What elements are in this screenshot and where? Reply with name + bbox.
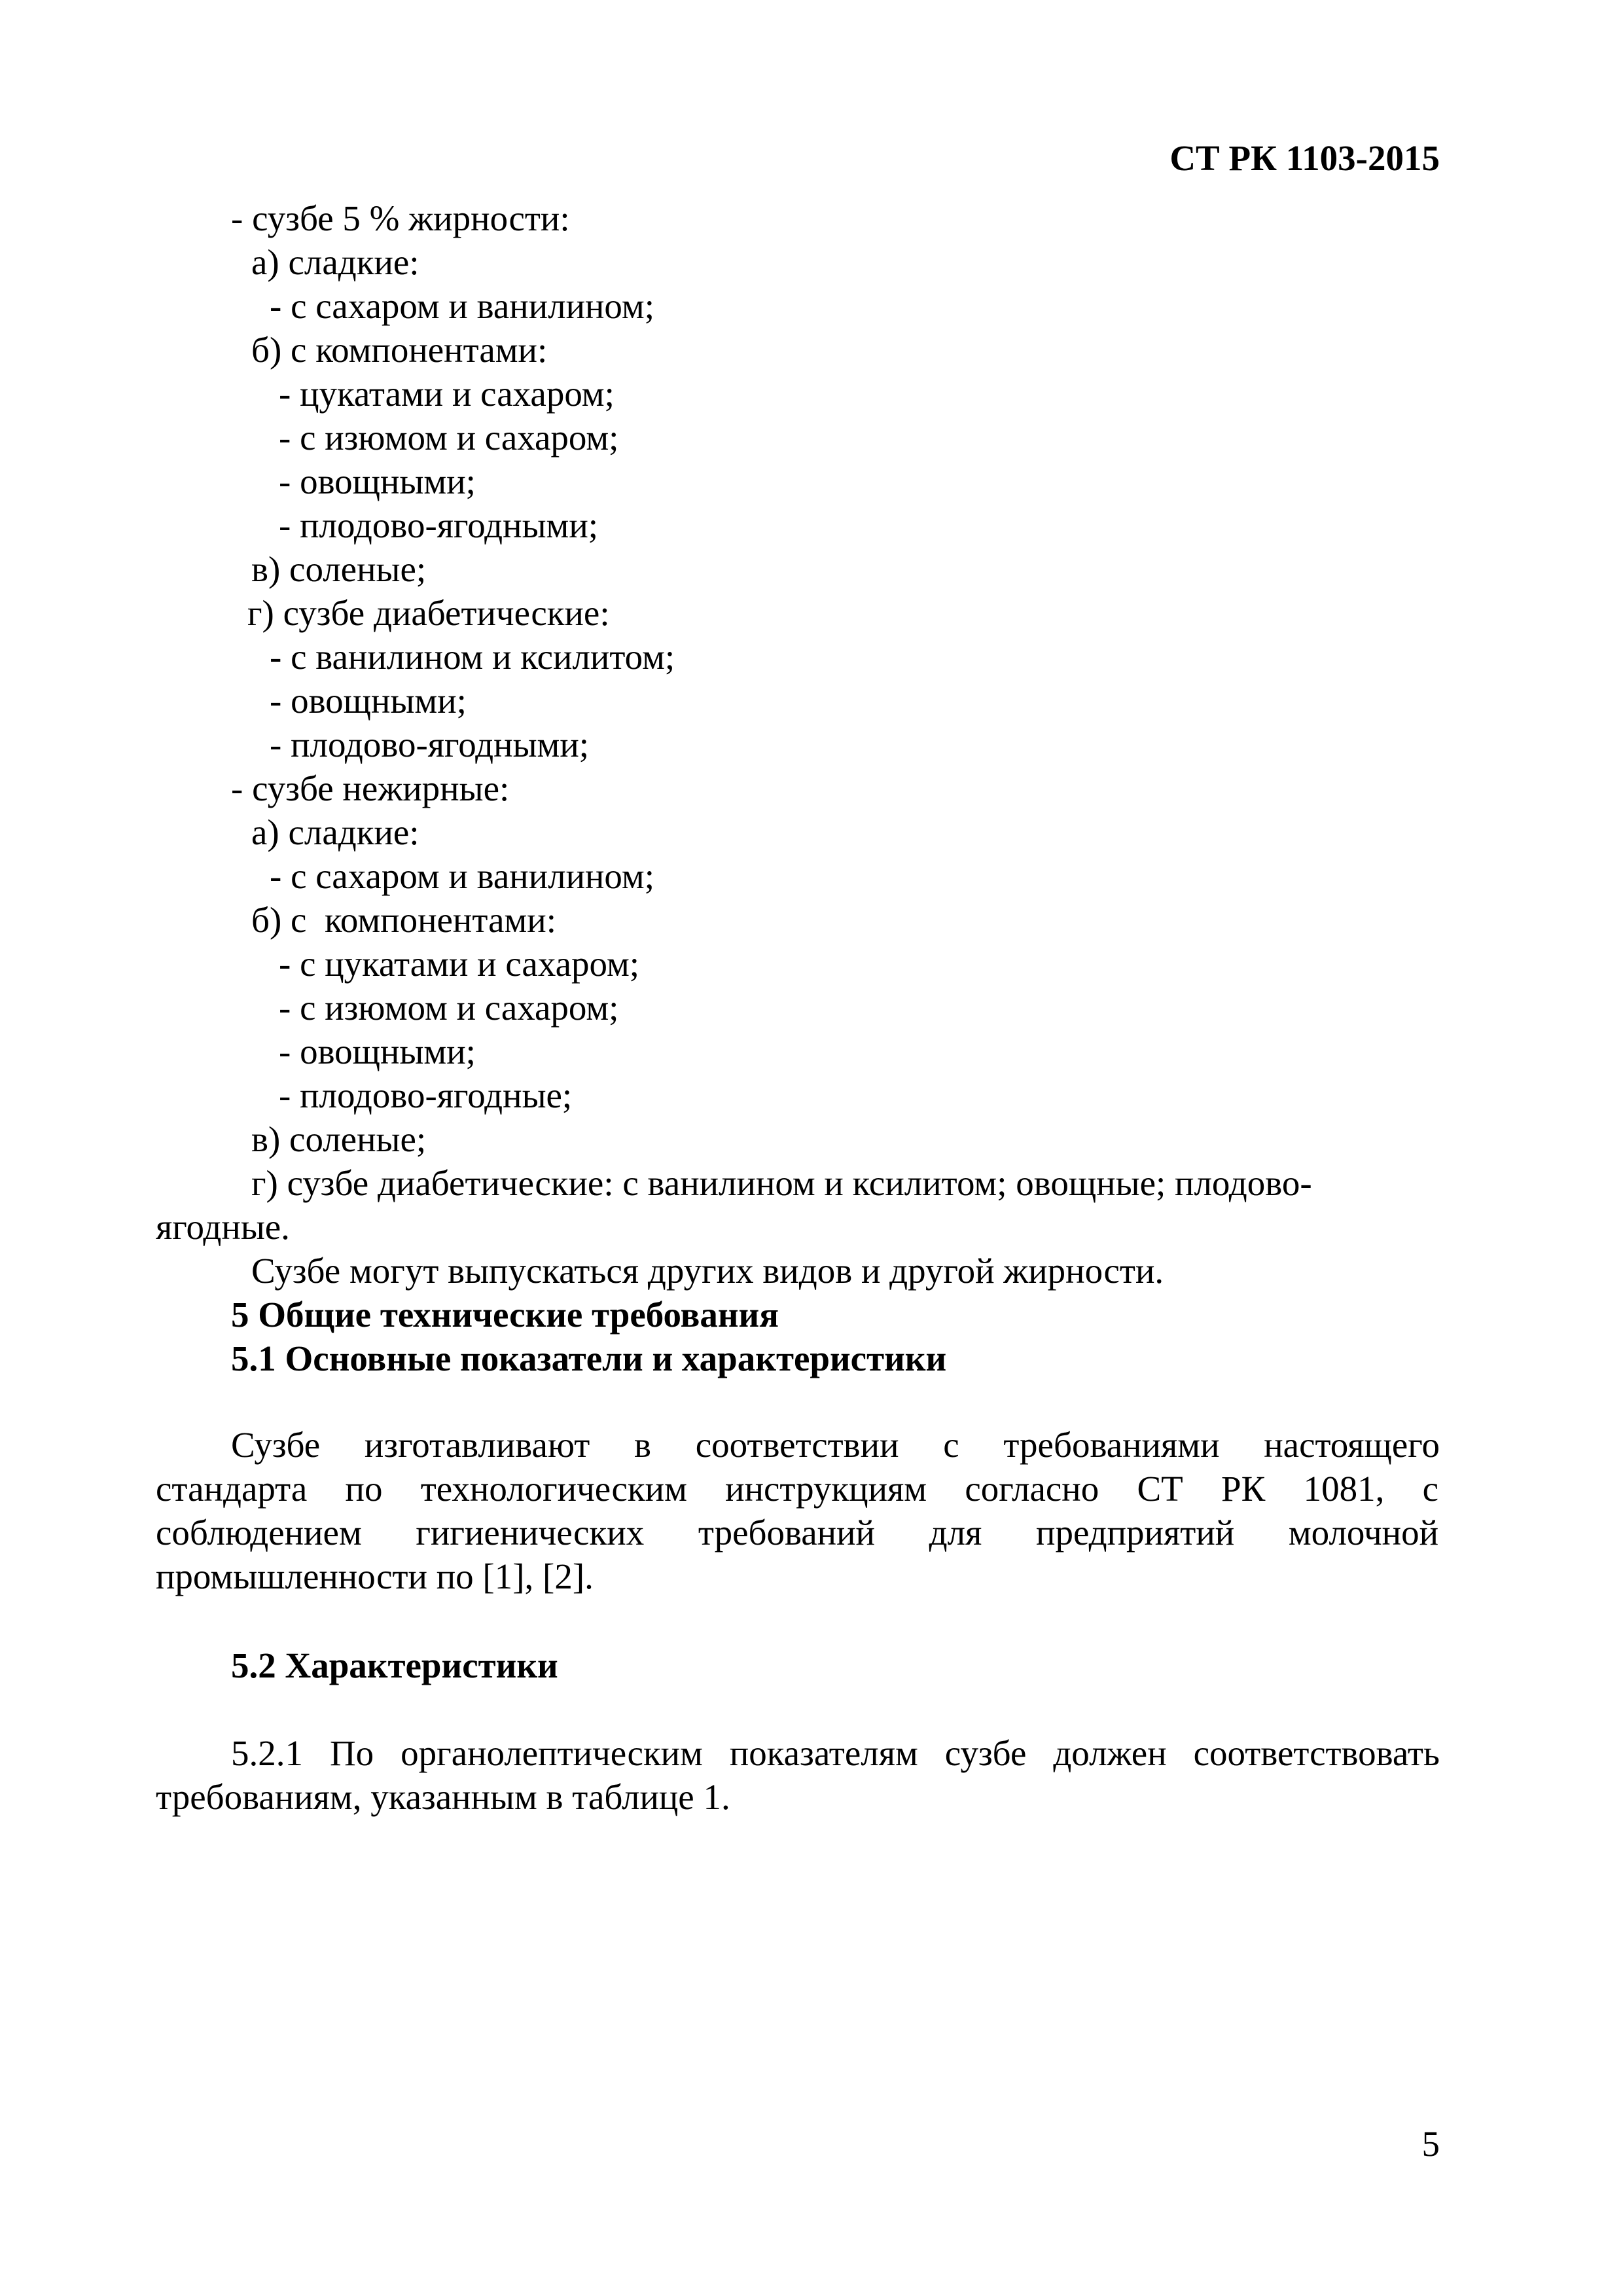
paragraph-line: промышленности по [1], [2]. bbox=[156, 1556, 594, 1596]
list-item: - плодово-ягодными; bbox=[270, 725, 590, 764]
list-item: - с цукатами и сахаром; bbox=[279, 944, 640, 984]
list-item: б) с компонентами: bbox=[251, 330, 548, 370]
list-item: - плодово-ягодными; bbox=[279, 505, 599, 545]
list-item: - овощными; bbox=[279, 461, 476, 501]
list-item: б) с компонентами: bbox=[251, 900, 556, 940]
paragraph-line: соблюдением гигиенических требований для предприятий молочной bbox=[156, 1513, 1438, 1552]
list-item: г) сузбе диабетические: с ванилином и ксилитом; овощные; плодово- bbox=[251, 1163, 1312, 1203]
section-heading: 5 Общие технические требования bbox=[231, 1295, 779, 1335]
list-item: - с сахаром и ванилином; bbox=[270, 286, 654, 326]
list-item: - сузбе нежирные: bbox=[231, 768, 510, 808]
list-item: - с сахаром и ванилином; bbox=[270, 856, 654, 896]
list-item: а) сладкие: bbox=[251, 242, 419, 282]
list-item: в) соленые; bbox=[251, 549, 427, 589]
list-item: - цукатами и сахаром; bbox=[279, 374, 615, 414]
page-number: 5 bbox=[1421, 2124, 1440, 2164]
subsection-heading: 5.1 Основные показатели и характеристики bbox=[231, 1338, 947, 1378]
paragraph: Сузбе могут выпускаться других видов и другой жирности. bbox=[251, 1251, 1164, 1291]
list-item: - с изюмом и сахаром; bbox=[279, 988, 619, 1028]
list-item: - с ванилином и ксилитом; bbox=[270, 637, 675, 677]
paragraph-line: 5.2.1 По органолептическим показателям сузбе должен соответствовать bbox=[231, 1733, 1440, 1773]
list-item: а) сладкие: bbox=[251, 812, 419, 852]
list-item: - плодово-ягодные; bbox=[279, 1075, 573, 1115]
list-item: в) соленые; bbox=[251, 1119, 427, 1159]
document-code-header: СТ РК 1103-2015 bbox=[1169, 138, 1440, 178]
paragraph-line: требованиям, указанным в таблице 1. bbox=[156, 1777, 730, 1817]
list-item: ягодные. bbox=[156, 1207, 290, 1247]
paragraph-line: Сузбе изготавливают в соответствии с требованиями настоящего bbox=[231, 1425, 1440, 1465]
list-item: - овощными; bbox=[270, 681, 467, 721]
list-item: - овощными; bbox=[279, 1031, 476, 1071]
list-item: - с изюмом и сахаром; bbox=[279, 418, 619, 457]
list-item: - сузбе 5 % жирности: bbox=[231, 198, 570, 238]
list-item: г) сузбе диабетические: bbox=[247, 593, 610, 633]
subsection-heading: 5.2 Характеристики bbox=[231, 1645, 558, 1685]
paragraph-line: стандарта по технологическим инструкциям согласно СТ РК 1081, с bbox=[156, 1469, 1438, 1509]
